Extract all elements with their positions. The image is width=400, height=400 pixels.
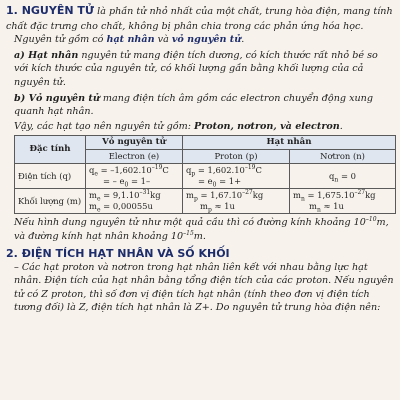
particle-table: [14, 135, 396, 214]
term-b: Vỏ nguyên tử: [28, 92, 100, 104]
size-note: Nếu hình dung nguyên tử như một quả cầu thì có đường kính khoảng $10^{-10}m$, và đường kính hạt nhân khoảng $10^{-15}m$.: [14, 216, 389, 242]
cell-mass-proton: $m_p = 1,67.10^{-27}kg$ $m_p \approx 1u$: [183, 189, 290, 214]
paragraph-b: b) Vỏ nguyên tử mang điện tích âm gồm các electron chuyển động xung quanh hạt nhân.: [14, 92, 373, 118]
subheader-electron: Electron (e): [86, 150, 183, 164]
table-row-mass: [15, 189, 396, 214]
table-row-charge: [15, 164, 396, 189]
subheader-proton: Proton (p): [183, 150, 290, 164]
subheader-neutron: Nơtron (n): [290, 150, 396, 164]
header-shell: Vỏ nguyên tử: [86, 136, 183, 150]
summary-particles: Proton, nơtron, và electron: [194, 120, 340, 132]
cell-charge-electron: $q_e = -1,602.10^{-19}C$ = – $e_0 = 1-$: [86, 164, 183, 189]
section-1-number: 1.: [6, 4, 18, 17]
cell-mass-neutron: $m_n = 1,675.10^{-27}kg$ $m_n \approx 1u$: [290, 189, 396, 214]
section-1-intro: là phần tử nhỏ nhất của một chất, trung hòa điện, mang tính chất đặc trưng cho chất, không bị phân chia trong các phản ứng hóa học.: [6, 6, 393, 32]
header-property: Đặc tính: [15, 136, 86, 164]
cell-charge-neutron: $q_n = 0$: [290, 164, 396, 189]
term-a: Hạt nhân: [28, 49, 79, 61]
cell-charge-proton: $q_p = 1,602.10^{-19}C$ = $e_0 = 1+$: [183, 164, 290, 189]
section-2-paragraph: – Các hạt proton và nơtron trong hạt nhân liên kết với nhau bằng lực hạt nhân. Điện tích của hạt nhân bằng tổng điện tích của các proton. Nếu nguyên tử có Z proton, thì số đơn vị điện tích hạt nhân (tính theo đơn vị điện tích tương đối) là Z, điện tích hạt nhân là Z+. Do nguyên tử trung hòa điện nên:: [14, 261, 394, 314]
section-1-title: NGUYÊN TỬ: [21, 4, 95, 17]
paragraph-a: a) Hạt nhân nguyên tử mang điện tích dương, có kích thước rất nhỏ bé so với kích thước của nguyên tử, có khối lượng gần bằng khối lượng của cả nguyên tử.: [14, 49, 378, 88]
section-2-number: 2.: [6, 246, 18, 260]
header-nucleus: Hạt nhân: [183, 136, 396, 150]
summary-line: Vậy, các hạt tạo nên nguyên tử gồm: Proton, nơtron, và electron.: [14, 120, 343, 132]
section-1-heading: [6, 4, 394, 33]
term-nucleus: hạt nhân: [106, 34, 155, 46]
row-label-mass: Khối lượng (m): [15, 189, 86, 214]
cell-mass-electron: $m_e = 9,1.10^{-31}kg$ $m_e = 0,00055u$: [86, 189, 183, 214]
row-label-charge: Điện tích (q): [15, 164, 86, 189]
term-shell: vỏ nguyên tử: [171, 34, 242, 46]
section-2-title: ĐIỆN TÍCH HẠT NHÂN VÀ SỐ KHỐI: [21, 246, 230, 260]
composition-line: Nguyên tử gồm có hạt nhân và vỏ nguyên tử.: [14, 34, 245, 46]
section-2-heading: [6, 247, 394, 261]
